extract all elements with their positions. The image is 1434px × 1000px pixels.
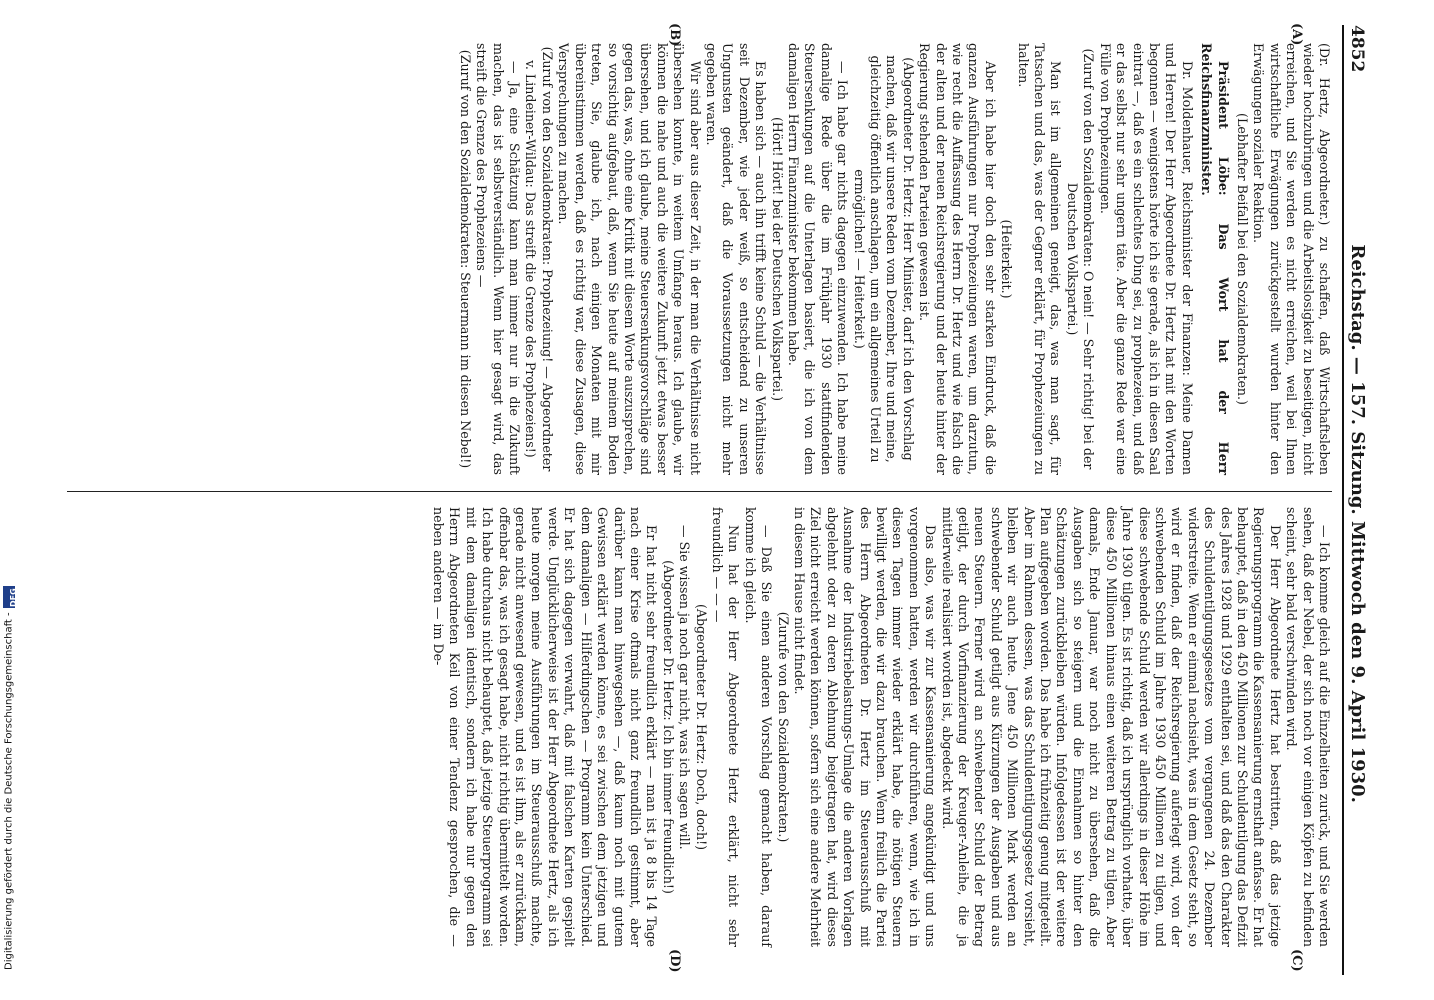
page-header — [1342, 25, 1382, 975]
left-paragraph: Präsident Löbe: Das Wort hat der Herr Reichsfinanzminister. — [1199, 43, 1231, 475]
margin-mark-d: (D) — [667, 949, 682, 973]
margin-mark-c: (C) — [1289, 949, 1304, 972]
right-paragraph: — Sie wissen ja noch gar nicht, was ich sagen will. — [677, 525, 693, 850]
right-paragraph: (Abgeordneter Dr. Hertz: Ich bin immer freundlich!) — [660, 560, 676, 894]
right-paragraph: — Daß Sie einen anderen Vorschlag gemacht haben, darauf komme ich gleich. — [742, 507, 775, 947]
margin-mark-a: (A) — [1289, 23, 1304, 46]
margin-mark-b: (B) — [667, 23, 682, 47]
left-paragraph: Wir sind aber aus dieser Zeit, in der man die Verhältnisse nicht übersehen konnte, in weitem Umfange heraus. Ich glaube, wir können die nahe und auch die weitere Zukunft jetzt etwas besser übersehen, und ich glaube, meine Steuersenkungsvorschläge sind gegen das, was, ohne eine Kritik mit diesem Worte auszusprechen, so vorsichtig aufgebaut, daß, wenn Sie heute auf meinem Boden treten, Sie, glaube ich, nach einigen Monaten mit mir übereinstimmen werden, daß es richtig war, diese Zusagen, diese Versprechungen zu machen. — [556, 43, 703, 475]
newspaper-page — [52, 25, 1382, 975]
left-paragraph: (Abgeordneter Dr. Hertz: Herr Minister, darf ich den Vorschlag machen, daß wir unsere Reden vom Dezember, Ihre und meine, gleichzeitig öffentlich anschlagen, um ein allgemeines Urteil zu ermöglichen! — Heiterkeit.) — [851, 55, 916, 463]
left-paragraph: Aber ich habe hier doch den sehr starken Eindruck, daß die ganzen Ausführungen nur Prophezeiungen waren, um darzutun, wie recht die Auffassung des Herrn Dr. Hertz und wie falsch die der alten und der neuen Reichsregierung und der heute hinter der Regierung stehenden Parteien gewesen ist. — [917, 43, 998, 475]
left-paragraph: (Hört! Hört! bei der Deutschen Volkspartei.) — [769, 116, 785, 402]
left-paragraph: (Zuruf von den Sozialdemokraten: Prophezeiung! — Abgeordneter v. Lindeiner-Wildau: Das streift die Grenze des Prophezeiens!) — [523, 46, 555, 472]
page-number: 4852 — [1347, 25, 1367, 73]
dfg-logo: DFG — [3, 586, 15, 608]
left-paragraph: — Ja, eine Schätzung kann man immer nur in die Zukunft machen, das ist selbstverständlich. Wenn hier gesagt wird, das streift die Grenze des Prophezeiens — — [474, 43, 523, 475]
right-paragraph: Der Herr Abgeordnete Hertz hat bestritten, daß das jetzige Regierungsprogramm die Kassensanierung ernsthaft anfasse. Er hat behauptet, daß in den 450 Millionen zur Schuldentilgung das Defizit des Jahres 1928 und 1929 enthalten sei, und daß das den Charakter des Schuldentilgungsgesetzes vom vergangenen 24. Dezember widerstreite. Wenn er einmal nachsieht, was in dem Gesetz steht, so wird er finden, daß der Reichsregierung auferlegt wird, von der schwebenden Schuld im Jahre 1930 450 Millionen zu tilgen, und diese schwebende Schuld werden wir allerdings in dieser Höhe im Jahre 1930 tilgen. Es ist richtig, daß ich ursprünglich vorhatte, über diese 450 Millionen hinaus einen weiteren Betrag zu tilgen. Aber damals, Ende Januar, war noch nicht zu übersehen, daß die Ausgaben sich so steigern und die Einnahmen so hinter den Schätzungen zurückbleiben würden. Infolgedessen ist der weitere Plan aufgegeben worden. Das habe ich frühzeitig genug mitgeteilt. Aber im Rahmen dessen, was das Schuldentilgungsgesetz vorsieht, bleiben wir auch heute. Jene 450 Millionen Mark werden an schwebender Schuld getilgt aus Kürzungen der Ausgaben und aus neuen Steuern. Ferner wird an schwebender Schuld der Betrag getilgt, der durch Vorfinanzierung der Kreuger-Anleihe, die ja mittlerweile realisiert worden ist, abgedeckt wird. — [939, 507, 1283, 947]
left-paragraph: — Ich habe gar nichts dagegen einzuwenden. Ich habe meine damalige Rede über die im Frühjahr 1930 stattfindenden Steuersenkungen auf die Unterlagen basiert, die ich von dem damaligen Herrn Finanzminister bekommen habe. — [786, 43, 851, 475]
left-paragraph: (Lebhafter Beifall bei den Sozialdemokraten.) — [1234, 113, 1250, 405]
left-paragraph: (Zuruf von den Sozialdemokraten: O nein! — Sehr richtig! bei der Deutschen Volkspartei.) — [1064, 48, 1097, 470]
credit-text: Digitalisierung gefördert durch die Deutsche Forschungsgemeinschaft - — [3, 612, 15, 970]
column-divider — [67, 491, 1332, 492]
page-title: Reichstag. — 157. Sitzung. Mittwoch den 9. April 1930. — [1347, 244, 1368, 803]
left-paragraph: Dr. Moldenhauer, Reichsminister der Finanzen: Meine Damen und Herren! Der Herr Abgeordnete Dr. Hertz hat mit den Worten begonnen — wenigstens hörte ich sie gerade, als ich in diesen Saal eintrat —, daß es ein schlechtes Ding sei, zu prophezeien, und daß er das selbst nur sehr ungern täte. Aber die ganze Rede war eine Fülle von Prophezeiungen. — [1097, 43, 1195, 475]
left-paragraph: (Zuruf von den Sozialdemokraten: Steuermann im diesen Nebel!) — [457, 49, 473, 469]
digitization-credit — [2, 250, 16, 970]
left-paragraph: (Dr. Hertz, Abgeordneter.) zu schaffen, daß Wirtschaftsleben wieder hochzubringen und die Arbeitslosigkeit zu beseitigen, nicht erreichen, und Sie werden es nicht erreichen, weil bei Ihnen wirtschaftliche Erwägungen zurückgestellt wurden hinter den Erwägungen sozialer Reaktion. — [1251, 43, 1332, 475]
right-column — [67, 507, 1332, 947]
right-paragraph: — Ich komme gleich auf die Einzelheiten zurück, und Sie werden sehen, daß der Nebel, der sich noch vor einigen Köpfen zu befinden scheint, sehr bald verschwinden wird. — [1284, 507, 1332, 947]
left-paragraph: (Heiterkeit.) — [999, 219, 1015, 299]
right-paragraph: (Zurufe von den Sozialdemokraten.) — [775, 611, 791, 843]
left-paragraph: Es haben sich — auch ihn trifft keine Schuld — die Verhältnisse seit Dezember, wie jeder weiß, so entscheidend zu unseren Ungunsten geändert, daß die Voraussetzungen nicht mehr gegeben waren. — [703, 43, 769, 475]
right-paragraph: Das also, was wir zur Kassensanierung angekündigt und uns vorgenommen hatten, werden wir durchführen, wenn, wie ich in diesen Tagen immer wieder erklärt habe, die nötigen Steuern bewilligt werden, die wir dazu brauchen. Wenn freilich die Partei des Herrn Abgeordneten Dr. Hertz im Steuerausschuß mit Ausnahme der Industriebelastungs-Umlage die anderen Vorlagen abgelehnt oder zu deren Ablehnung beigetragen hat, wird dieses Ziel nicht erreicht werden können, sofern sich eine andere Mehrheit in diesem Hause nicht findet. — [792, 507, 939, 947]
left-column — [67, 43, 1332, 475]
right-paragraph: Er hat nicht sehr freundlich erklärt — man ist ja 8 bis 14 Tage nach einer Krise oftmals nicht ganz freundlich gestimmt, aber darüber kann man hinwegsehen —, daß kaum noch mit gutem Gewissen erklärt werden könne, es sei zwischen dem jetzigen und dem damaligen — Hilferdingschen — Programm kein Unterschied. Er hat sich dagegen verwahrt, daß mit falschen Karten gespielt werde. Unglücklicherweise ist der Herr Abgeordnete Hertz, als ich heute morgen meine Ausführungen im Steuerausschuß machte, gerade nicht anwesend gewesen, und es ist ihm, als er zurückkam, offenbar das, was ich gesagt habe, nicht richtig übermittelt worden. Ich habe durchaus nicht behauptet, daß jetzige Steuerprogramm sei mit dem damaligen identisch, sondern ich habe nur gegen den Herrn Abgeordneten Keil von einer Tendenz gesprochen, die — neben anderen — im De- — [431, 507, 660, 947]
right-paragraph: (Abgeordneter Dr. Hertz: Doch, doch!) — [693, 603, 709, 851]
right-paragraph: Nun hat der Herr Abgeordnete Hertz erklärt, nicht sehr freundlich — — — — [709, 507, 742, 947]
left-paragraph: Man ist im allgemeinen geneigt, das, was man sagt, für Tatsachen und das, was der Gegner erklärt, für Prophezeiungen zu halten. — [1015, 43, 1064, 475]
